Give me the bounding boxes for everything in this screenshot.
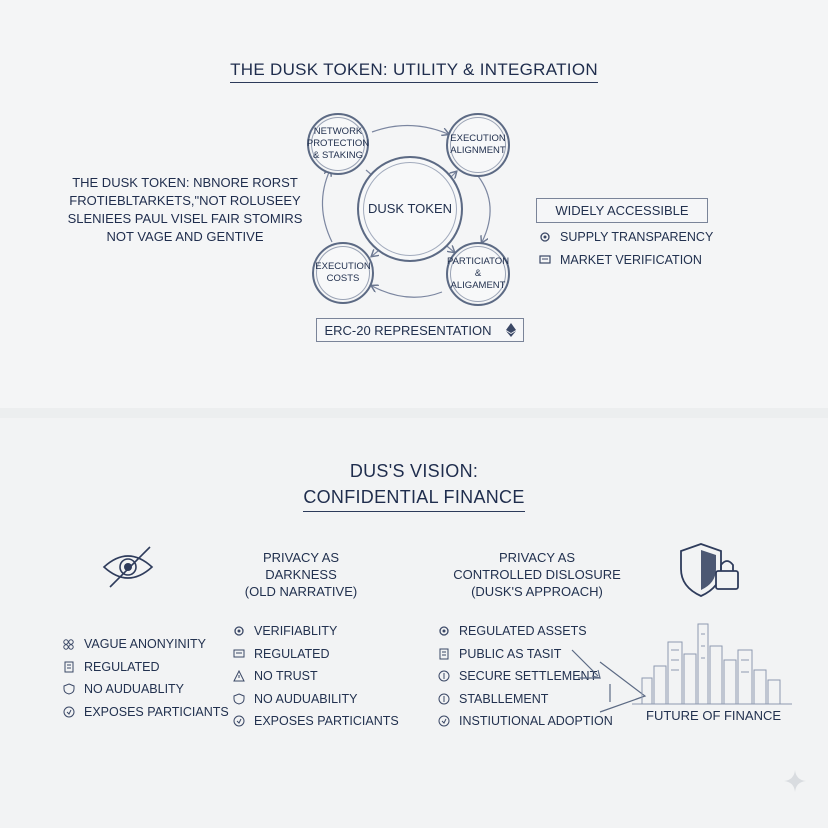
badge-icon <box>232 715 245 728</box>
list-item: PUBLIC AS TASIT <box>437 643 613 666</box>
accessibility-list <box>538 226 713 271</box>
widely-accessible-box: WIDELY ACCESSIBLE <box>536 198 708 223</box>
list-item: VAGUE ANONYINITY <box>62 633 229 656</box>
old-narrative-list <box>62 633 229 723</box>
gear-icon <box>538 231 551 244</box>
token-description: THE DUSK TOKEN: NBNORE RORST FROTIEBLTARKETS,"NOT ROLUSEEY SLENIEES PAUL VISEL FAIR STOMIRS NOT VAGE AND GENTIVE <box>67 175 303 244</box>
badge-icon <box>62 705 75 718</box>
list-item: VERIFIABLITY <box>232 620 399 643</box>
list-item: EXPOSES PARTICIANTS <box>62 701 229 724</box>
list-item: NO AUDUABLITY <box>62 678 229 701</box>
node-participation-alignment: PARTICIATON & ALIGAMENT <box>446 242 510 306</box>
list-item: SUPPLY TRANSPARENCY <box>538 226 713 249</box>
list-item: INSTIUTIONAL ADOPTION <box>437 710 613 733</box>
list-item: REGULATED ASSETS <box>437 620 613 643</box>
future-of-finance-label: FUTURE OF FINANCE <box>646 708 782 723</box>
sparkle-icon <box>784 770 806 792</box>
erc20-box: ERC-20 REPRESENTATION <box>316 318 524 342</box>
document-icon <box>62 660 75 673</box>
node-network-protection: NETWORK PROTECTION & STAKING <box>307 113 369 175</box>
monitor-icon <box>232 647 245 660</box>
node-execution-alignment: EXECUTION ALIGNMENT <box>446 113 510 177</box>
list-item: NO AUDUABILITY <box>232 688 399 711</box>
list-item: STABLLEMENT <box>437 688 613 711</box>
ethereum-icon <box>506 323 516 337</box>
panel-divider <box>0 408 828 418</box>
node-execution-costs: EXECUTION COSTS <box>312 242 374 304</box>
privacy-darkness-heading: PRIVACY AS DARKNESS (OLD NARRATIVE) <box>244 550 358 599</box>
dusk-token-hub: DUSK TOKEN <box>357 156 463 262</box>
list-item: SECURE SETTLEMENT <box>437 665 613 688</box>
list-item: REGULATED <box>232 643 399 666</box>
shield-icon <box>232 692 245 705</box>
privacy-controlled-heading: PRIVACY AS CONTROLLED DISLOSURE (DUSK'S APPROACH) <box>453 550 621 599</box>
token-title: THE DUSK TOKEN: UTILITY & INTEGRATION <box>0 60 828 83</box>
people-icon <box>62 638 75 651</box>
gear-icon <box>232 625 245 638</box>
shield-icon <box>62 683 75 696</box>
gear-icon <box>437 625 450 638</box>
shield-lock-icon <box>676 541 742 599</box>
list-item: EXPOSES PARTICIANTS <box>232 710 399 733</box>
coin-icon <box>437 692 450 705</box>
darkness-list <box>232 620 399 733</box>
list-item: NO TRUST <box>232 665 399 688</box>
monitor-icon <box>538 253 551 266</box>
list-item: MARKET VERIFICATION <box>538 249 713 272</box>
hidden-eye-icon <box>100 543 156 591</box>
warning-icon <box>232 670 245 683</box>
badge-icon <box>437 715 450 728</box>
vision-title: DUS'S VISION: CONFIDENTIAL FINANCE <box>0 458 828 512</box>
document-icon <box>437 647 450 660</box>
city-skyline-icon <box>632 620 792 708</box>
coin-icon <box>437 670 450 683</box>
list-item: REGULATED <box>62 656 229 679</box>
